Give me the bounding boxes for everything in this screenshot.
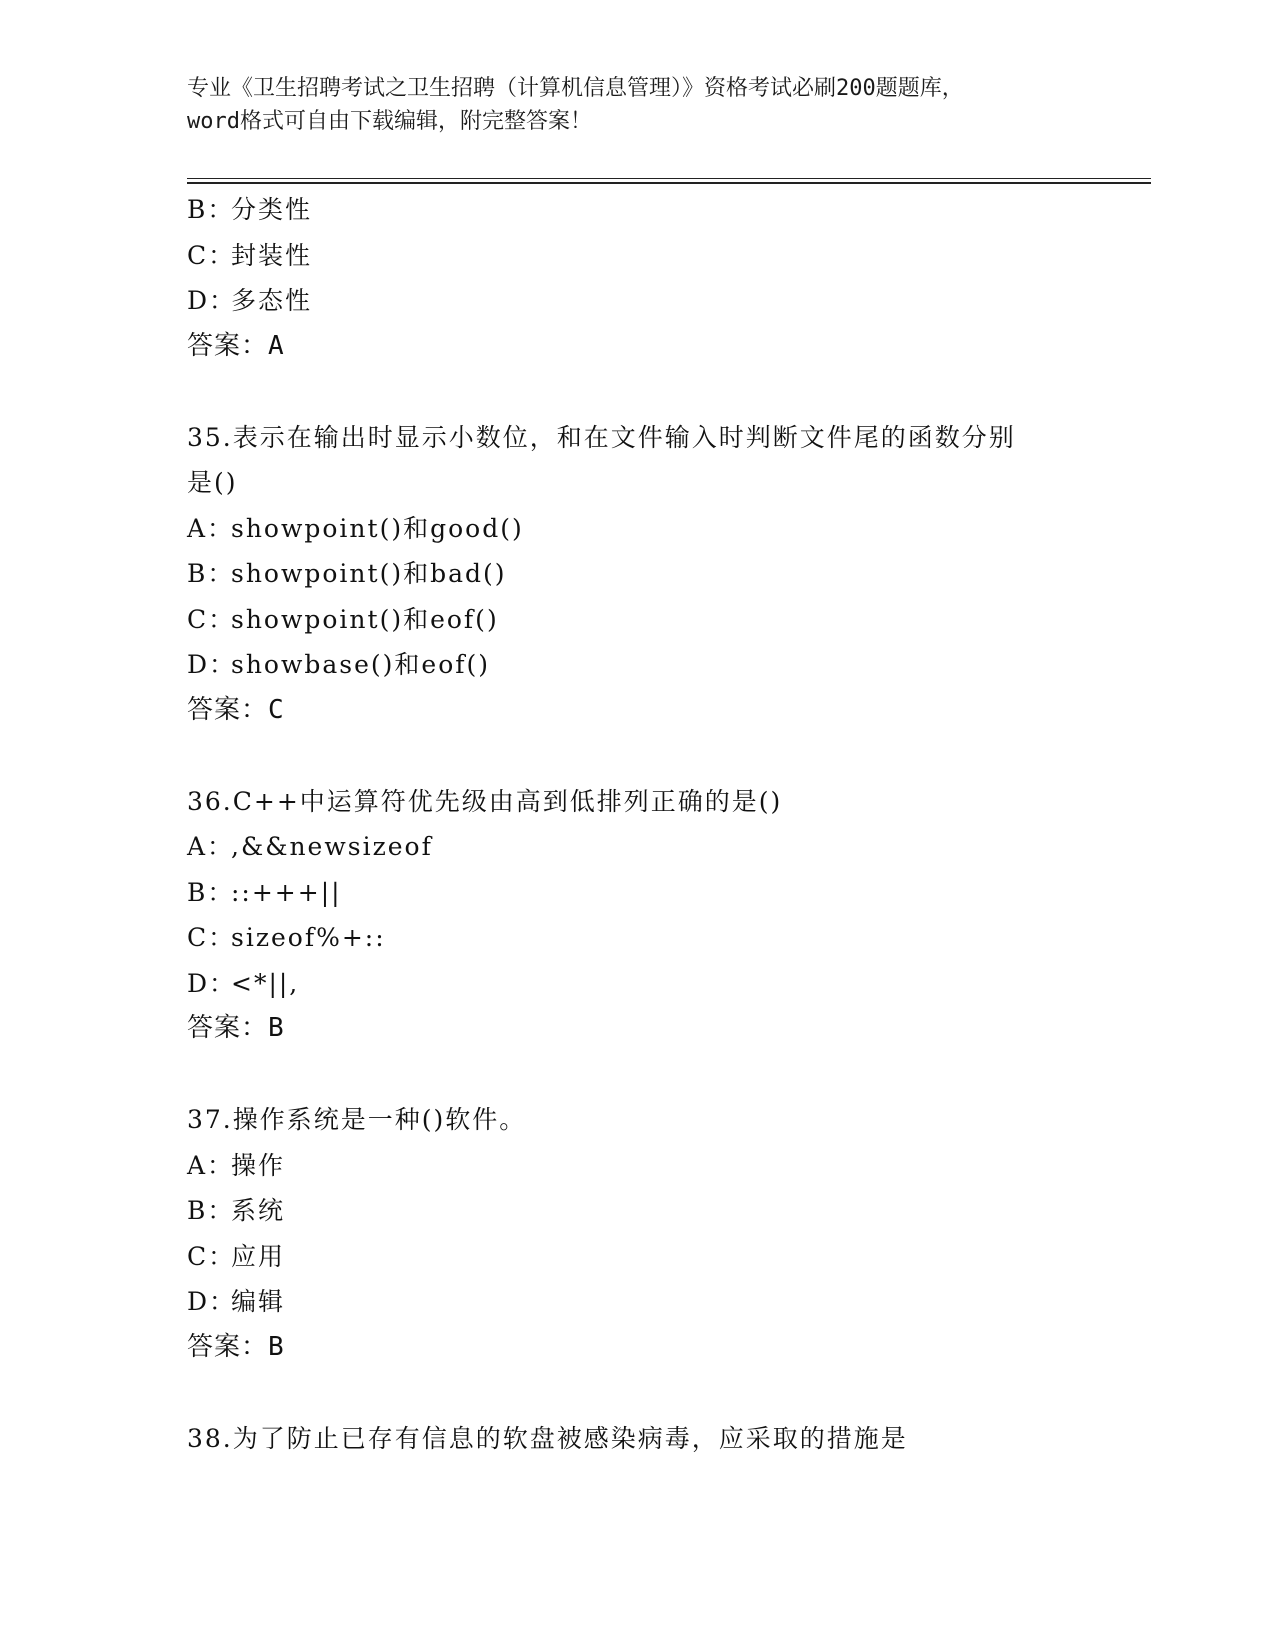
header-line-2: word格式可自由下载编辑，附完整答案！: [187, 109, 592, 134]
question-36: [187, 779, 1107, 1052]
option-label: D：: [187, 286, 237, 315]
option-text: 应用: [231, 1241, 286, 1271]
option-label: A：: [187, 1150, 235, 1180]
option-text: 分类性: [231, 195, 313, 224]
option-label: C：: [187, 604, 236, 634]
header-line-1: 专业《卫生招聘考试之卫生招聘（计算机信息管理）》资格考试必刷200题题库，: [187, 76, 964, 101]
option-d: [187, 961, 1107, 1007]
option-label: B：: [187, 195, 235, 224]
answer-line: 答案：C: [187, 694, 285, 725]
option-b: [187, 551, 1107, 597]
option-text: 操作: [231, 1150, 286, 1180]
option-text: 系统: [231, 1196, 286, 1225]
question-stem: 35.表示在输出时显示小数位，和在文件输入时判断文件尾的函数分别: [187, 422, 1016, 452]
option-text: ::+++||: [231, 877, 342, 907]
document-header: [187, 72, 1087, 138]
option-label: D：: [187, 1287, 237, 1316]
option-label: D：: [187, 650, 237, 679]
option-label: C：: [187, 923, 236, 952]
option-text: 多态性: [231, 286, 313, 315]
spacer: [187, 1370, 1107, 1416]
option-b: [187, 1188, 1107, 1234]
header-rule-thick: [187, 182, 1151, 184]
option-text: showbase()和eof(): [231, 650, 491, 679]
option-c: [187, 233, 1107, 279]
option-c: [187, 1234, 1107, 1280]
question-stem: 36.C++中运算符优先级由高到低排列正确的是(): [187, 786, 783, 816]
spacer: [187, 1052, 1107, 1098]
option-label: C：: [187, 1241, 236, 1271]
answer-line: 答案：A: [187, 330, 285, 361]
question-stem: 37.操作系统是一种()软件。: [187, 1105, 527, 1134]
question-35: [187, 415, 1107, 734]
option-text: ,&&newsizeof: [231, 832, 433, 861]
option-text: 封装性: [231, 240, 313, 270]
option-b: [187, 870, 1107, 916]
option-text: <*||,: [231, 968, 300, 998]
option-label: B：: [187, 1196, 235, 1225]
option-d: [187, 642, 1107, 688]
question-34-tail: [187, 187, 1107, 369]
option-a: [187, 824, 1107, 870]
spacer: [187, 733, 1107, 779]
answer-line: 答案：B: [187, 1331, 285, 1362]
option-text: showpoint()和bad(): [231, 559, 507, 588]
option-text: showpoint()和eof(): [231, 604, 499, 634]
question-stem-continued: 是(): [187, 468, 238, 497]
option-d: [187, 278, 1107, 324]
option-a: [187, 1143, 1107, 1189]
option-label: B：: [187, 559, 235, 588]
spacer: [187, 369, 1107, 415]
option-c: [187, 597, 1107, 643]
question-37: [187, 1097, 1107, 1370]
option-c: [187, 915, 1107, 961]
question-38: [187, 1416, 1107, 1462]
option-text: 编辑: [231, 1287, 286, 1316]
option-label: A：: [187, 832, 235, 861]
header-rule-thin: [187, 178, 1151, 179]
option-b: [187, 187, 1107, 233]
option-text: showpoint()和good(): [231, 513, 524, 543]
answer-line: 答案：B: [187, 1013, 285, 1043]
option-label: B：: [187, 877, 235, 907]
option-text: sizeof%+::: [231, 923, 386, 952]
question-stem: 38.为了防止已存有信息的软盘被感染病毒，应采取的措施是: [187, 1423, 908, 1453]
option-label: A：: [187, 513, 235, 543]
option-label: C：: [187, 240, 236, 270]
option-label: D：: [187, 968, 237, 998]
question-content: [187, 187, 1107, 1461]
option-d: [187, 1279, 1107, 1325]
option-a: [187, 506, 1107, 552]
